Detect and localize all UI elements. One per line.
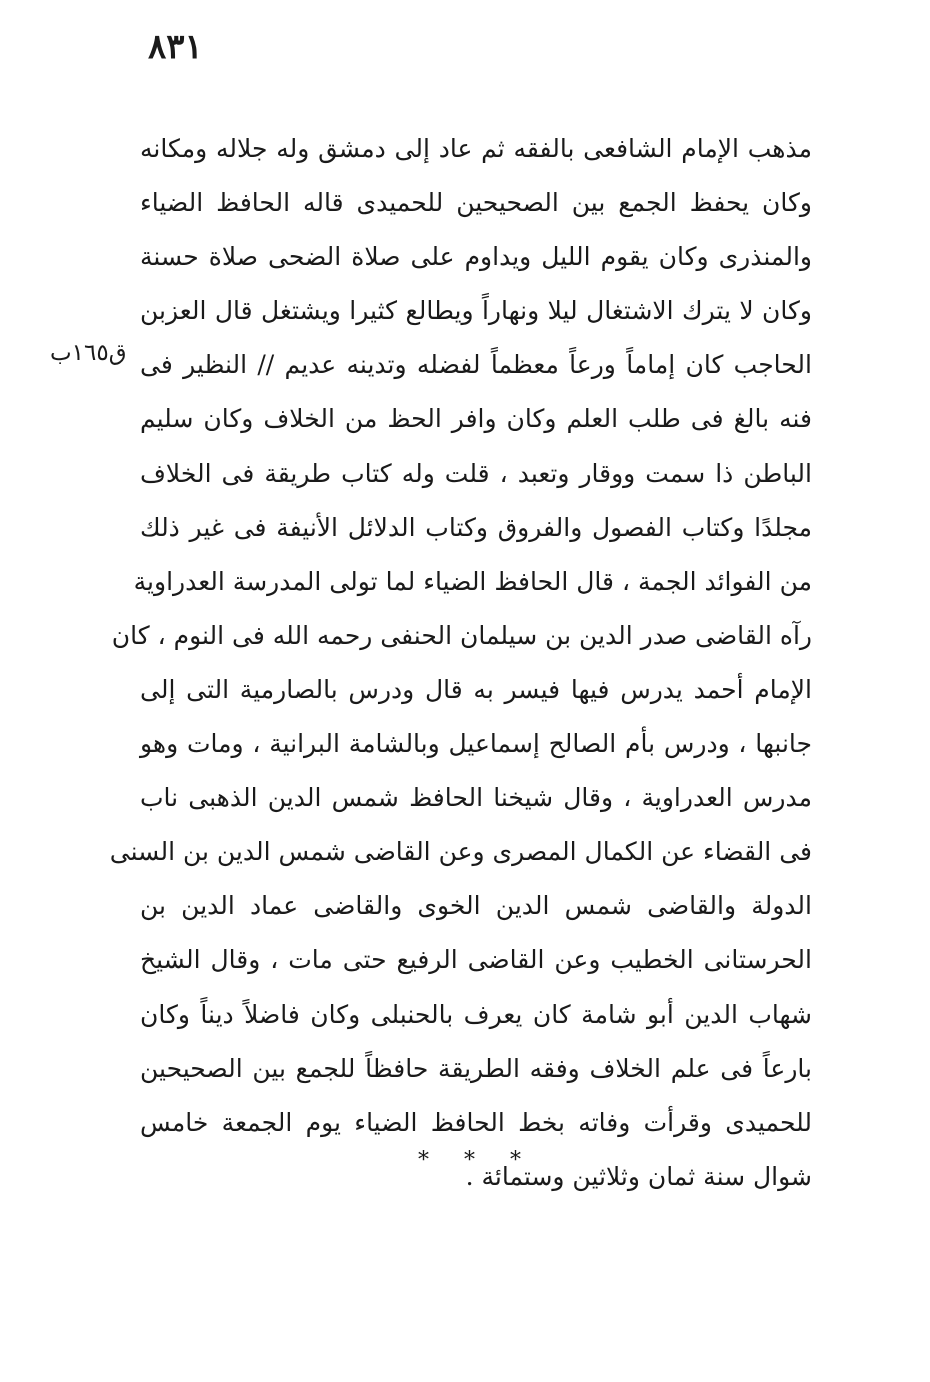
text-line: والمنذرى وكان يقوم الليل ويداوم على صلاة الضحى صلاة حسنة [140,242,812,272]
text-line: فى القضاء عن الكمال المصرى وعن القاضى شمس الدين بن السنى [109,837,812,867]
text-line: من الفوائد الجمة ، قال الحافظ الضياء لما تولى المدرسة العدراوية [133,566,812,596]
text-line-last: شوال سنة ثمان وثلاثين وستمائة . [465,1161,812,1191]
text-line: الدولة والقاضى شمس الدين الخوى والقاضى عماد الدين بن [140,891,812,921]
text-line: للحميدى وقرأت وفاته بخط الحافظ الضياء يوم الجمعة خامس [140,1107,812,1137]
text-line: الباطن ذا سمت ووقار وتعبد ، قلت وله كتاب طريقة فى الخلاف [140,458,812,488]
text-line: بارعاً فى علم الخلاف وفقه الطريقة حافظاً للجمع بين الصحيحين [140,1053,812,1083]
text-line: وكان يحفظ الجمع بين الصحيحين للحميدى قاله الحافظ الضياء [140,188,812,218]
text-line: شهاب الدين أبو شامة كان يعرف بالحنبلى وكان فاضلاً ديناً وكان [140,999,812,1029]
text-line: مجلدًا وكتاب الفصول والفروق وكتاب الدلائل الأنيفة فى غير ذلك [140,512,812,542]
page-number: ٨٣١ [148,27,203,67]
body-text [109,122,812,1204]
text-line: الإمام أحمد يدرس فيها فيسر به قال ودرس بالصارمية التى إلى [140,674,812,704]
margin-folio-note: ق١٦٥ب [50,340,127,366]
text-line: مذهب الإمام الشافعى بالفقه ثم عاد إلى دمشق وله جلاله ومكانه [140,134,812,163]
text-line: رآه القاضى صدر الدين بن سيلمان الحنفى رحمه الله فى النوم ، كان [111,620,812,650]
text-line: فنه بالغ فى طلب العلم وكان وافر الحظ من الخلاف وكان سليم [140,404,812,434]
text-line: جانبها ، ودرس بأم الصالح إسماعيل وبالشامة البرانية ، ومات وهو [140,729,812,759]
text-line: وكان لا يترك الاشتغال ليلا ونهاراً ويطالع كثيرا ويشتغل قال العزبن [140,296,812,326]
text-line: الحاجب كان إماماً ورعاً معظماً لفضله وتدينه عديم // النظير فى [140,350,812,380]
text-line: الحرستانى الخطيب وعن القاضى الرفيع حتى مات ، وقال الشيخ [140,945,812,975]
section-separator: * * * [418,1148,535,1173]
text-line: مدرس العدراوية ، وقال شيخنا الحافظ شمس الدين الذهبى ناب [140,783,812,813]
